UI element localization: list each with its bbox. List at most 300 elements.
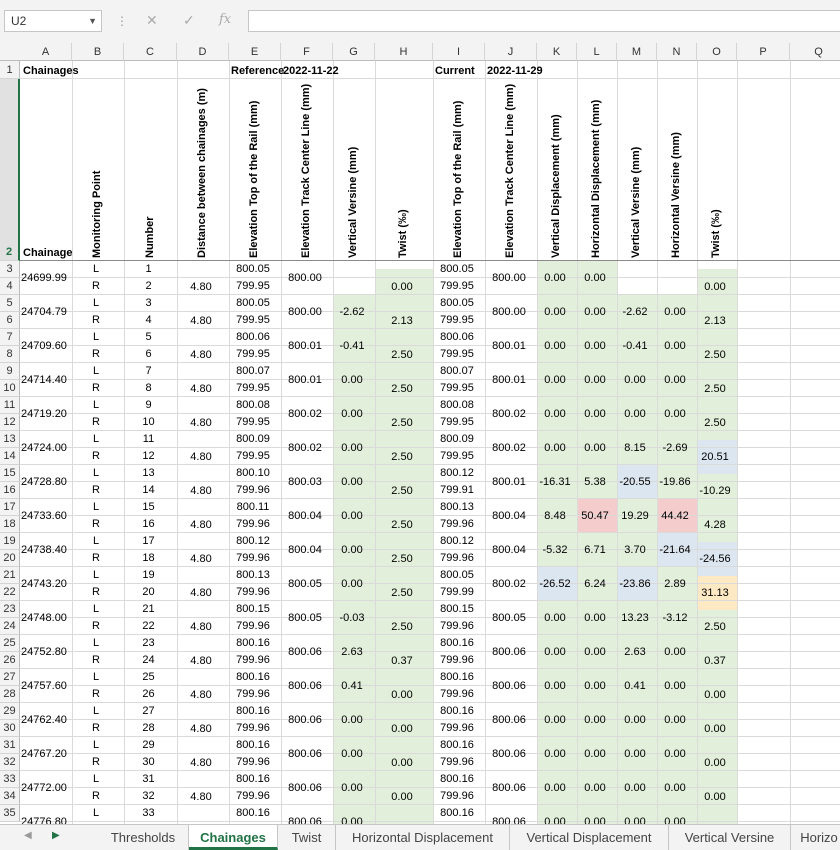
elevation-cur-cell[interactable]: 799.96 bbox=[440, 552, 474, 564]
check-icon[interactable]: ✓ bbox=[183, 12, 195, 28]
cell-j[interactable]: 800.04 bbox=[492, 510, 526, 522]
number-cell[interactable]: 3 bbox=[145, 297, 152, 309]
twist-ref-cell[interactable]: 2.50 bbox=[391, 349, 413, 361]
twist-cur-cell[interactable]: 31.13 bbox=[701, 587, 729, 599]
elevation-ref-cell[interactable]: 799.95 bbox=[236, 348, 270, 360]
monitoring-point-cell[interactable]: L bbox=[92, 365, 100, 377]
monitoring-point-cell[interactable]: L bbox=[92, 297, 100, 309]
cell-j[interactable]: 800.01 bbox=[492, 374, 526, 386]
chainage-cell[interactable]: 24709.60 bbox=[21, 340, 67, 352]
cell-k[interactable]: -5.32 bbox=[542, 544, 568, 556]
cell-g[interactable]: -2.62 bbox=[339, 306, 365, 318]
row-header-16[interactable]: 16 bbox=[0, 482, 20, 499]
cell-l[interactable]: 0.00 bbox=[584, 612, 606, 624]
distance-cell[interactable]: 4.80 bbox=[190, 281, 212, 293]
cell-j[interactable]: 800.01 bbox=[492, 340, 526, 352]
number-cell[interactable]: 33 bbox=[142, 807, 155, 819]
twist-cur-cell[interactable]: 2.50 bbox=[704, 621, 726, 633]
formula-input[interactable] bbox=[248, 10, 840, 32]
cell-l[interactable]: 5.38 bbox=[584, 476, 606, 488]
row-header-34[interactable]: 34 bbox=[0, 788, 20, 805]
function-icon[interactable]: fx bbox=[219, 12, 232, 27]
elevation-cur-cell[interactable]: 799.91 bbox=[440, 484, 474, 496]
distance-cell[interactable]: 4.80 bbox=[190, 723, 212, 735]
number-cell[interactable]: 31 bbox=[142, 773, 155, 785]
cell-m[interactable]: 19.29 bbox=[621, 510, 649, 522]
elevation-ref-cell[interactable]: 799.96 bbox=[236, 484, 270, 496]
column-header-j[interactable]: J bbox=[485, 43, 537, 61]
twist-ref-cell[interactable]: 2.50 bbox=[391, 519, 413, 531]
monitoring-point-cell[interactable]: R bbox=[92, 654, 100, 666]
cell-l[interactable]: 0.00 bbox=[584, 272, 606, 284]
cell-n[interactable]: 0.00 bbox=[664, 374, 686, 386]
cell-j[interactable]: 800.05 bbox=[492, 612, 526, 624]
row-header-9[interactable]: 9 bbox=[0, 363, 20, 380]
elevation-cur-cell[interactable]: 799.96 bbox=[440, 654, 474, 666]
twist-cur-cell[interactable]: -10.29 bbox=[699, 485, 731, 497]
cell-l[interactable]: 0.00 bbox=[584, 714, 606, 726]
cell-f[interactable]: 800.00 bbox=[288, 272, 322, 284]
cell-m[interactable]: 0.41 bbox=[624, 680, 646, 692]
number-cell[interactable]: 28 bbox=[142, 722, 155, 734]
elevation-cur-cell[interactable]: 800.05 bbox=[440, 297, 474, 309]
elevation-cur-cell[interactable]: 799.96 bbox=[440, 518, 474, 530]
cell-l[interactable]: 0.00 bbox=[584, 680, 606, 692]
cell-g[interactable]: 0.00 bbox=[341, 714, 363, 726]
column-header-b[interactable]: B bbox=[72, 43, 124, 61]
monitoring-point-cell[interactable]: L bbox=[92, 399, 100, 411]
distance-cell[interactable]: 4.80 bbox=[190, 553, 212, 565]
chainage-cell[interactable]: 24772.00 bbox=[21, 782, 67, 794]
cell-g[interactable]: 2.63 bbox=[341, 646, 363, 658]
number-cell[interactable]: 13 bbox=[142, 467, 155, 479]
monitoring-point-cell[interactable]: L bbox=[92, 535, 100, 547]
close-icon[interactable]: ✕ bbox=[146, 12, 158, 28]
chainage-cell[interactable]: 24743.20 bbox=[21, 578, 67, 590]
distance-cell[interactable]: 4.80 bbox=[190, 791, 212, 803]
cell-n[interactable]: 0.00 bbox=[664, 714, 686, 726]
twist-ref-cell[interactable]: 0.00 bbox=[391, 281, 413, 293]
sheet-tab-vertical-versine[interactable]: Vertical Versine bbox=[669, 825, 791, 850]
cell-k[interactable]: -16.31 bbox=[539, 476, 571, 488]
row-header-13[interactable]: 13 bbox=[0, 431, 20, 448]
cell-n[interactable]: 2.89 bbox=[664, 578, 686, 590]
row-header-23[interactable]: 23 bbox=[0, 601, 20, 618]
twist-cur-cell[interactable]: 2.50 bbox=[704, 417, 726, 429]
elevation-cur-cell[interactable]: 800.16 bbox=[440, 773, 474, 785]
row-header-25[interactable]: 25 bbox=[0, 635, 20, 652]
monitoring-point-cell[interactable]: R bbox=[92, 756, 100, 768]
cell-j[interactable]: 800.06 bbox=[492, 748, 526, 760]
elevation-ref-cell[interactable]: 799.96 bbox=[236, 552, 270, 564]
monitoring-point-cell[interactable]: R bbox=[92, 416, 100, 428]
elevation-cur-cell[interactable]: 799.95 bbox=[440, 280, 474, 292]
elevation-ref-cell[interactable]: 800.16 bbox=[236, 773, 270, 785]
number-cell[interactable]: 32 bbox=[142, 790, 155, 802]
cell-m[interactable]: 13.23 bbox=[621, 612, 649, 624]
number-cell[interactable]: 20 bbox=[142, 586, 155, 598]
monitoring-point-cell[interactable]: R bbox=[92, 688, 100, 700]
elevation-cur-cell[interactable]: 800.08 bbox=[440, 399, 474, 411]
elevation-ref-cell[interactable]: 799.96 bbox=[236, 518, 270, 530]
row-header-31[interactable]: 31 bbox=[0, 737, 20, 754]
number-cell[interactable]: 24 bbox=[142, 654, 155, 666]
elevation-ref-cell[interactable]: 799.96 bbox=[236, 620, 270, 632]
chainage-cell[interactable]: 24733.60 bbox=[21, 510, 67, 522]
cell-m[interactable]: 0.00 bbox=[624, 374, 646, 386]
elevation-cur-cell[interactable]: 800.16 bbox=[440, 671, 474, 683]
monitoring-point-cell[interactable]: L bbox=[92, 263, 100, 275]
elevation-cur-cell[interactable]: 799.95 bbox=[440, 450, 474, 462]
monitoring-point-cell[interactable]: L bbox=[92, 569, 100, 581]
elevation-ref-cell[interactable]: 800.10 bbox=[236, 467, 270, 479]
elevation-cur-cell[interactable]: 800.13 bbox=[440, 501, 474, 513]
cell-n[interactable]: 0.00 bbox=[664, 748, 686, 760]
row-header-7[interactable]: 7 bbox=[0, 329, 20, 346]
monitoring-point-cell[interactable]: L bbox=[92, 331, 100, 343]
cell-g[interactable]: 0.00 bbox=[341, 374, 363, 386]
cell-j[interactable]: 800.02 bbox=[492, 442, 526, 454]
sheet-tab-horizo[interactable]: Horizo bbox=[791, 825, 840, 850]
chainage-cell[interactable]: 24748.00 bbox=[21, 612, 67, 624]
row-header-10[interactable]: 10 bbox=[0, 380, 20, 397]
chainage-cell[interactable]: 24704.79 bbox=[21, 306, 67, 318]
number-cell[interactable]: 12 bbox=[142, 450, 155, 462]
cell-n[interactable]: 0.00 bbox=[664, 646, 686, 658]
cell-n[interactable] bbox=[657, 261, 693, 295]
monitoring-point-cell[interactable]: L bbox=[92, 467, 100, 479]
elevation-ref-cell[interactable]: 800.06 bbox=[236, 331, 270, 343]
cell-l[interactable]: 0.00 bbox=[584, 408, 606, 420]
cell-k[interactable]: 0.00 bbox=[544, 374, 566, 386]
row-header-4[interactable]: 4 bbox=[0, 278, 20, 295]
twist-cur-cell[interactable]: -24.56 bbox=[699, 553, 731, 565]
elevation-ref-cell[interactable]: 799.96 bbox=[236, 688, 270, 700]
cell-n[interactable]: 0.00 bbox=[664, 408, 686, 420]
cell-m[interactable]: -23.86 bbox=[619, 578, 651, 590]
cell-f[interactable]: 800.04 bbox=[288, 544, 322, 556]
cell-k[interactable]: 0.00 bbox=[544, 340, 566, 352]
cell-g[interactable]: -0.41 bbox=[339, 340, 365, 352]
column-header-h[interactable]: H bbox=[375, 43, 433, 61]
twist-cur-cell[interactable]: 2.50 bbox=[704, 349, 726, 361]
elevation-ref-cell[interactable]: 800.05 bbox=[236, 263, 270, 275]
chainage-cell[interactable]: 24752.80 bbox=[21, 646, 67, 658]
row-header-26[interactable]: 26 bbox=[0, 652, 20, 669]
number-cell[interactable]: 10 bbox=[142, 416, 155, 428]
elevation-ref-cell[interactable]: 799.95 bbox=[236, 382, 270, 394]
twist-ref-cell[interactable]: 2.50 bbox=[391, 553, 413, 565]
elevation-cur-cell[interactable]: 799.99 bbox=[440, 586, 474, 598]
column-header-a[interactable]: A bbox=[20, 43, 72, 61]
monitoring-point-cell[interactable]: L bbox=[92, 671, 100, 683]
column-header-p[interactable]: P bbox=[737, 43, 790, 61]
cell-g[interactable]: 0.00 bbox=[341, 442, 363, 454]
cell-n[interactable]: -2.69 bbox=[662, 442, 688, 454]
cell-k[interactable]: 0.00 bbox=[544, 306, 566, 318]
column-header-n[interactable]: N bbox=[657, 43, 697, 61]
cell-l[interactable]: 0.00 bbox=[584, 340, 606, 352]
elevation-ref-cell[interactable]: 800.12 bbox=[236, 535, 270, 547]
distance-cell[interactable]: 4.80 bbox=[190, 757, 212, 769]
row-header-14[interactable]: 14 bbox=[0, 448, 20, 465]
cell-g[interactable]: -0.03 bbox=[339, 612, 365, 624]
cell-m[interactable]: -0.41 bbox=[622, 340, 648, 352]
elevation-cur-cell[interactable]: 800.07 bbox=[440, 365, 474, 377]
cell-j[interactable]: 800.01 bbox=[492, 476, 526, 488]
column-header-m[interactable]: M bbox=[617, 43, 657, 61]
cell-j[interactable]: 800.02 bbox=[492, 578, 526, 590]
distance-cell[interactable]: 4.80 bbox=[190, 485, 212, 497]
cell-l[interactable]: 0.00 bbox=[584, 374, 606, 386]
column-header-g[interactable]: G bbox=[333, 43, 375, 61]
distance-cell[interactable]: 4.80 bbox=[190, 655, 212, 667]
distance-cell[interactable]: 4.80 bbox=[190, 383, 212, 395]
monitoring-point-cell[interactable]: R bbox=[92, 518, 100, 530]
row-header-20[interactable]: 20 bbox=[0, 550, 20, 567]
cell-l[interactable]: 0.00 bbox=[584, 646, 606, 658]
monitoring-point-cell[interactable]: R bbox=[92, 382, 100, 394]
number-cell[interactable]: 21 bbox=[142, 603, 155, 615]
number-cell[interactable]: 16 bbox=[142, 518, 155, 530]
elevation-ref-cell[interactable]: 800.16 bbox=[236, 671, 270, 683]
cell-g[interactable] bbox=[333, 261, 371, 295]
cell-f[interactable]: 800.02 bbox=[288, 442, 322, 454]
distance-cell[interactable]: 4.80 bbox=[190, 417, 212, 429]
cell-j[interactable]: 800.06 bbox=[492, 816, 526, 824]
cell-k[interactable]: 0.00 bbox=[544, 680, 566, 692]
row-header-11[interactable]: 11 bbox=[0, 397, 20, 414]
number-cell[interactable]: 22 bbox=[142, 620, 155, 632]
cell-n[interactable]: 0.00 bbox=[664, 782, 686, 794]
cell-f[interactable]: 800.06 bbox=[288, 816, 322, 824]
elevation-ref-cell[interactable]: 799.96 bbox=[236, 756, 270, 768]
cell-m[interactable]: 0.00 bbox=[624, 748, 646, 760]
row-header-21[interactable]: 21 bbox=[0, 567, 20, 584]
elevation-cur-cell[interactable]: 799.95 bbox=[440, 382, 474, 394]
column-header-o[interactable]: O bbox=[697, 43, 737, 61]
cell-l[interactable]: 0.00 bbox=[584, 442, 606, 454]
elevation-ref-cell[interactable]: 799.95 bbox=[236, 314, 270, 326]
twist-cur-cell[interactable]: 4.28 bbox=[704, 519, 726, 531]
elevation-ref-cell[interactable]: 799.96 bbox=[236, 722, 270, 734]
cell-g[interactable]: 0.00 bbox=[341, 510, 363, 522]
twist-cur-cell[interactable]: 0.00 bbox=[704, 281, 726, 293]
column-header-c[interactable]: C bbox=[124, 43, 177, 61]
cell-k[interactable]: 0.00 bbox=[544, 646, 566, 658]
sheet-tab-vertical-displacement[interactable]: Vertical Displacement bbox=[510, 825, 669, 850]
twist-cur-cell[interactable]: 0.00 bbox=[704, 791, 726, 803]
number-cell[interactable]: 7 bbox=[145, 365, 152, 377]
elevation-ref-cell[interactable]: 800.09 bbox=[236, 433, 270, 445]
cell-k[interactable]: 0.00 bbox=[544, 272, 566, 284]
cell-g[interactable]: 0.00 bbox=[341, 816, 363, 824]
monitoring-point-cell[interactable]: R bbox=[92, 280, 100, 292]
cell-l[interactable]: 0.00 bbox=[584, 748, 606, 760]
monitoring-point-cell[interactable]: R bbox=[92, 620, 100, 632]
distance-cell[interactable]: 4.80 bbox=[190, 519, 212, 531]
number-cell[interactable]: 30 bbox=[142, 756, 155, 768]
twist-ref-cell[interactable]: 2.50 bbox=[391, 451, 413, 463]
cell-j[interactable]: 800.04 bbox=[492, 544, 526, 556]
number-cell[interactable]: 25 bbox=[142, 671, 155, 683]
elevation-cur-cell[interactable]: 799.96 bbox=[440, 756, 474, 768]
cell-g[interactable]: 0.00 bbox=[341, 578, 363, 590]
row-header-24[interactable]: 24 bbox=[0, 618, 20, 635]
monitoring-point-cell[interactable]: R bbox=[92, 586, 100, 598]
cell-j[interactable]: 800.06 bbox=[492, 646, 526, 658]
row-header-18[interactable]: 18 bbox=[0, 516, 20, 533]
cell-f[interactable]: 800.02 bbox=[288, 408, 322, 420]
cell-f[interactable]: 800.05 bbox=[288, 612, 322, 624]
name-box[interactable] bbox=[4, 10, 102, 32]
elevation-cur-cell[interactable]: 799.96 bbox=[440, 722, 474, 734]
twist-cur-cell[interactable]: 0.00 bbox=[704, 689, 726, 701]
cell-g[interactable]: 0.00 bbox=[341, 544, 363, 556]
cell-m[interactable]: -20.55 bbox=[619, 476, 651, 488]
number-cell[interactable]: 26 bbox=[142, 688, 155, 700]
twist-ref-cell[interactable]: 2.50 bbox=[391, 587, 413, 599]
cell-n[interactable]: -21.64 bbox=[659, 544, 691, 556]
cell-m[interactable]: 8.15 bbox=[624, 442, 646, 454]
cell-n[interactable]: 0.00 bbox=[664, 306, 686, 318]
distance-cell[interactable]: 4.80 bbox=[190, 451, 212, 463]
cell-j[interactable]: 800.06 bbox=[492, 782, 526, 794]
cell-k[interactable]: 8.48 bbox=[544, 510, 566, 522]
monitoring-point-cell[interactable]: L bbox=[92, 807, 100, 819]
monitoring-point-cell[interactable]: R bbox=[92, 348, 100, 360]
cell-f[interactable]: 800.06 bbox=[288, 714, 322, 726]
cell-l[interactable]: 50.47 bbox=[581, 510, 609, 522]
twist-ref-cell[interactable]: 0.00 bbox=[391, 689, 413, 701]
cell-n[interactable]: -3.12 bbox=[662, 612, 688, 624]
row-header-27[interactable]: 27 bbox=[0, 669, 20, 686]
number-cell[interactable]: 11 bbox=[142, 433, 155, 445]
elevation-ref-cell[interactable]: 799.96 bbox=[236, 654, 270, 666]
elevation-cur-cell[interactable]: 800.15 bbox=[440, 603, 474, 615]
cell-n[interactable]: 0.00 bbox=[664, 680, 686, 692]
cell-m[interactable]: 0.00 bbox=[624, 408, 646, 420]
cell-n[interactable]: 44.42 bbox=[661, 510, 689, 522]
elevation-cur-cell[interactable]: 800.12 bbox=[440, 535, 474, 547]
row-header-6[interactable]: 6 bbox=[0, 312, 20, 329]
number-cell[interactable]: 29 bbox=[142, 739, 155, 751]
cell-f[interactable]: 800.06 bbox=[288, 748, 322, 760]
sheet-tab-chainages[interactable]: Chainages bbox=[189, 825, 278, 850]
elevation-cur-cell[interactable]: 800.16 bbox=[440, 705, 474, 717]
cell-l[interactable]: 0.00 bbox=[584, 306, 606, 318]
elevation-ref-cell[interactable]: 799.95 bbox=[236, 280, 270, 292]
next-sheet-icon[interactable]: ▶ bbox=[52, 830, 60, 841]
monitoring-point-cell[interactable]: R bbox=[92, 552, 100, 564]
worksheet-grid[interactable] bbox=[20, 61, 840, 824]
row-header-28[interactable]: 28 bbox=[0, 686, 20, 703]
chainage-cell[interactable]: 24738.40 bbox=[21, 544, 67, 556]
column-header-l[interactable]: L bbox=[577, 43, 617, 61]
cell-m[interactable] bbox=[617, 261, 653, 295]
cell-k[interactable]: -26.52 bbox=[539, 578, 571, 590]
elevation-ref-cell[interactable]: 800.16 bbox=[236, 739, 270, 751]
elevation-ref-cell[interactable]: 800.16 bbox=[236, 637, 270, 649]
number-cell[interactable]: 18 bbox=[142, 552, 155, 564]
row-header-22[interactable]: 22 bbox=[0, 584, 20, 601]
twist-ref-cell[interactable]: 0.37 bbox=[391, 655, 413, 667]
elevation-ref-cell[interactable]: 799.95 bbox=[236, 450, 270, 462]
monitoring-point-cell[interactable]: L bbox=[92, 773, 100, 785]
cell-j[interactable]: 800.00 bbox=[492, 306, 526, 318]
cell-m[interactable]: 0.00 bbox=[624, 816, 646, 824]
cell-f[interactable]: 800.04 bbox=[288, 510, 322, 522]
cell-m[interactable]: -2.62 bbox=[622, 306, 648, 318]
number-cell[interactable]: 19 bbox=[142, 569, 155, 581]
cell-f[interactable]: 800.01 bbox=[288, 374, 322, 386]
row-header-29[interactable]: 29 bbox=[0, 703, 20, 720]
elevation-cur-cell[interactable]: 800.06 bbox=[440, 331, 474, 343]
elevation-ref-cell[interactable]: 800.16 bbox=[236, 705, 270, 717]
cell-j[interactable]: 800.02 bbox=[492, 408, 526, 420]
cell-f[interactable]: 800.06 bbox=[288, 646, 322, 658]
monitoring-point-cell[interactable]: L bbox=[92, 603, 100, 615]
column-header-i[interactable]: I bbox=[433, 43, 485, 61]
cell-k[interactable]: 0.00 bbox=[544, 748, 566, 760]
monitoring-point-cell[interactable]: R bbox=[92, 722, 100, 734]
cell-l[interactable]: 6.71 bbox=[584, 544, 606, 556]
cell-k[interactable]: 0.00 bbox=[544, 714, 566, 726]
cell-l[interactable]: 0.00 bbox=[584, 782, 606, 794]
twist-cur-cell[interactable]: 2.13 bbox=[704, 315, 726, 327]
number-cell[interactable]: 14 bbox=[142, 484, 155, 496]
elevation-ref-cell[interactable]: 800.16 bbox=[236, 807, 270, 819]
cell-g[interactable]: 0.00 bbox=[341, 748, 363, 760]
elevation-ref-cell[interactable]: 800.05 bbox=[236, 297, 270, 309]
column-header-q[interactable]: Q bbox=[790, 43, 840, 61]
number-cell[interactable]: 27 bbox=[142, 705, 155, 717]
elevation-cur-cell[interactable]: 800.16 bbox=[440, 637, 474, 649]
row-header-3[interactable]: 3 bbox=[0, 261, 20, 278]
twist-ref-cell[interactable]: 2.50 bbox=[391, 383, 413, 395]
chevron-down-icon[interactable]: ▼ bbox=[88, 16, 97, 26]
distance-cell[interactable]: 4.80 bbox=[190, 689, 212, 701]
row-header-8[interactable]: 8 bbox=[0, 346, 20, 363]
twist-cur-cell[interactable]: 2.50 bbox=[704, 383, 726, 395]
twist-cur-cell[interactable]: 20.51 bbox=[701, 451, 729, 463]
cell-f[interactable]: 800.06 bbox=[288, 680, 322, 692]
cell-f[interactable]: 800.00 bbox=[288, 306, 322, 318]
elevation-ref-cell[interactable]: 799.96 bbox=[236, 790, 270, 802]
cell-k[interactable]: 0.00 bbox=[544, 408, 566, 420]
chainage-cell[interactable]: 24699.99 bbox=[21, 272, 67, 284]
cell-f[interactable]: 800.03 bbox=[288, 476, 322, 488]
column-header-k[interactable]: K bbox=[537, 43, 577, 61]
number-cell[interactable]: 4 bbox=[145, 314, 152, 326]
monitoring-point-cell[interactable]: L bbox=[92, 637, 100, 649]
elevation-ref-cell[interactable]: 799.95 bbox=[236, 416, 270, 428]
elevation-cur-cell[interactable]: 799.95 bbox=[440, 314, 474, 326]
chainage-cell[interactable]: 24776.80 bbox=[21, 816, 67, 824]
elevation-cur-cell[interactable]: 800.05 bbox=[440, 569, 474, 581]
cell-k[interactable]: 0.00 bbox=[544, 612, 566, 624]
elevation-cur-cell[interactable]: 800.16 bbox=[440, 807, 474, 819]
elevation-ref-cell[interactable]: 800.11 bbox=[236, 501, 270, 513]
sheet-tab-thresholds[interactable]: Thresholds bbox=[98, 825, 189, 850]
elevation-cur-cell[interactable]: 799.96 bbox=[440, 620, 474, 632]
cell-n[interactable]: 0.00 bbox=[664, 340, 686, 352]
cell-f[interactable]: 800.06 bbox=[288, 782, 322, 794]
number-cell[interactable]: 8 bbox=[145, 382, 152, 394]
twist-ref-cell[interactable]: 0.00 bbox=[391, 757, 413, 769]
distance-cell[interactable]: 4.80 bbox=[190, 587, 212, 599]
elevation-cur-cell[interactable]: 800.05 bbox=[440, 263, 474, 275]
